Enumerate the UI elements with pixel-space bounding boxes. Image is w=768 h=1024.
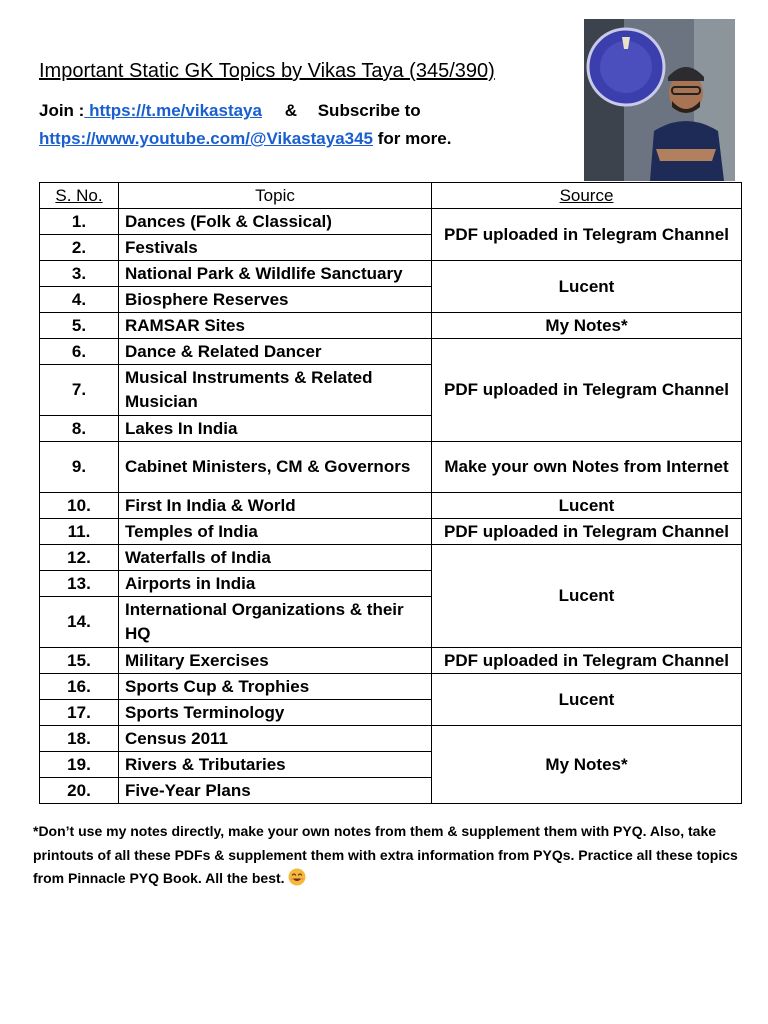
serial-number: 11.	[40, 519, 119, 545]
table-row	[40, 726, 742, 752]
footnote-text: *Don’t use my notes directly, make your own notes from them & supplement them with PYQ. Also, take printouts of all these PDFs & supplement them with extra information from PYQs. Practice all these topics from Pinnacle PYQ Book. All the best.	[33, 823, 738, 886]
serial-number: 9.	[40, 442, 119, 493]
topic-cell: Sports Cup & Trophies	[119, 674, 432, 700]
author-photo	[584, 19, 735, 181]
topic-cell: Airports in India	[119, 571, 432, 597]
source-cell: My Notes*	[432, 313, 742, 339]
serial-number: 15.	[40, 648, 119, 674]
topic-cell: National Park & Wildlife Sanctuary	[119, 261, 432, 287]
subscribe-label: Subscribe to	[317, 101, 421, 120]
serial-number: 20.	[40, 778, 119, 804]
serial-number: 12.	[40, 545, 119, 571]
source-cell: PDF uploaded in Telegram Channel	[432, 648, 742, 674]
telegram-link[interactable]: https://t.me/vikastaya	[84, 101, 262, 120]
join-label: Join :	[39, 101, 85, 120]
serial-number: 18.	[40, 726, 119, 752]
source-cell: Lucent	[432, 545, 742, 648]
table-row	[40, 442, 742, 493]
join-line	[39, 101, 421, 121]
header-sno: S. No.	[40, 183, 119, 209]
youtube-link[interactable]: https://www.youtube.com/@Vikastaya345	[39, 129, 374, 148]
topics-table	[39, 182, 742, 804]
source-cell: Lucent	[432, 261, 742, 313]
serial-number: 17.	[40, 700, 119, 726]
table-row	[40, 674, 742, 700]
topic-cell: Census 2011	[119, 726, 432, 752]
topic-cell: Biosphere Reserves	[119, 287, 432, 313]
ampersand: &	[284, 101, 297, 120]
serial-number: 6.	[40, 339, 119, 365]
topic-cell: Festivals	[119, 235, 432, 261]
topic-cell: Lakes In India	[119, 416, 432, 442]
table-row	[40, 519, 742, 545]
smiling-face-icon	[288, 868, 306, 894]
serial-number: 7.	[40, 365, 119, 416]
source-cell: My Notes*	[432, 726, 742, 804]
topic-cell: Dances (Folk & Classical)	[119, 209, 432, 235]
serial-number: 2.	[40, 235, 119, 261]
for-more-label: for more.	[377, 129, 452, 148]
header-topic: Topic	[119, 183, 432, 209]
source-cell: Lucent	[432, 493, 742, 519]
header-source: Source	[432, 183, 742, 209]
topic-cell: Waterfalls of India	[119, 545, 432, 571]
table-row	[40, 339, 742, 365]
topic-cell: Dance & Related Dancer	[119, 339, 432, 365]
serial-number: 16.	[40, 674, 119, 700]
source-cell: PDF uploaded in Telegram Channel	[432, 209, 742, 261]
table-row	[40, 545, 742, 571]
table-row	[40, 313, 742, 339]
topic-cell: Cabinet Ministers, CM & Governors	[119, 442, 432, 493]
topic-cell: Musical Instruments & Related Musician	[119, 365, 432, 416]
source-cell: PDF uploaded in Telegram Channel	[432, 519, 742, 545]
topic-cell: Temples of India	[119, 519, 432, 545]
serial-number: 4.	[40, 287, 119, 313]
serial-number: 19.	[40, 752, 119, 778]
table-row	[40, 648, 742, 674]
table-row	[40, 493, 742, 519]
serial-number: 3.	[40, 261, 119, 287]
serial-number: 13.	[40, 571, 119, 597]
topic-cell: RAMSAR Sites	[119, 313, 432, 339]
serial-number: 14.	[40, 597, 119, 648]
table-row	[40, 209, 742, 235]
source-cell: PDF uploaded in Telegram Channel	[432, 339, 742, 442]
topic-cell: International Organizations & their HQ	[119, 597, 432, 648]
youtube-line	[39, 129, 451, 149]
topic-cell: First In India & World	[119, 493, 432, 519]
source-cell: Lucent	[432, 674, 742, 726]
table-row	[40, 261, 742, 287]
source-cell: Make your own Notes from Internet	[432, 442, 742, 493]
serial-number: 5.	[40, 313, 119, 339]
serial-number: 1.	[40, 209, 119, 235]
topic-cell: Five-Year Plans	[119, 778, 432, 804]
topic-cell: Rivers & Tributaries	[119, 752, 432, 778]
footnote	[33, 820, 745, 894]
topic-cell: Military Exercises	[119, 648, 432, 674]
topic-cell: Sports Terminology	[119, 700, 432, 726]
page-title: Important Static GK Topics by Vikas Taya (345/390)	[39, 60, 495, 82]
serial-number: 8.	[40, 416, 119, 442]
table-header-row	[40, 183, 742, 209]
serial-number: 10.	[40, 493, 119, 519]
